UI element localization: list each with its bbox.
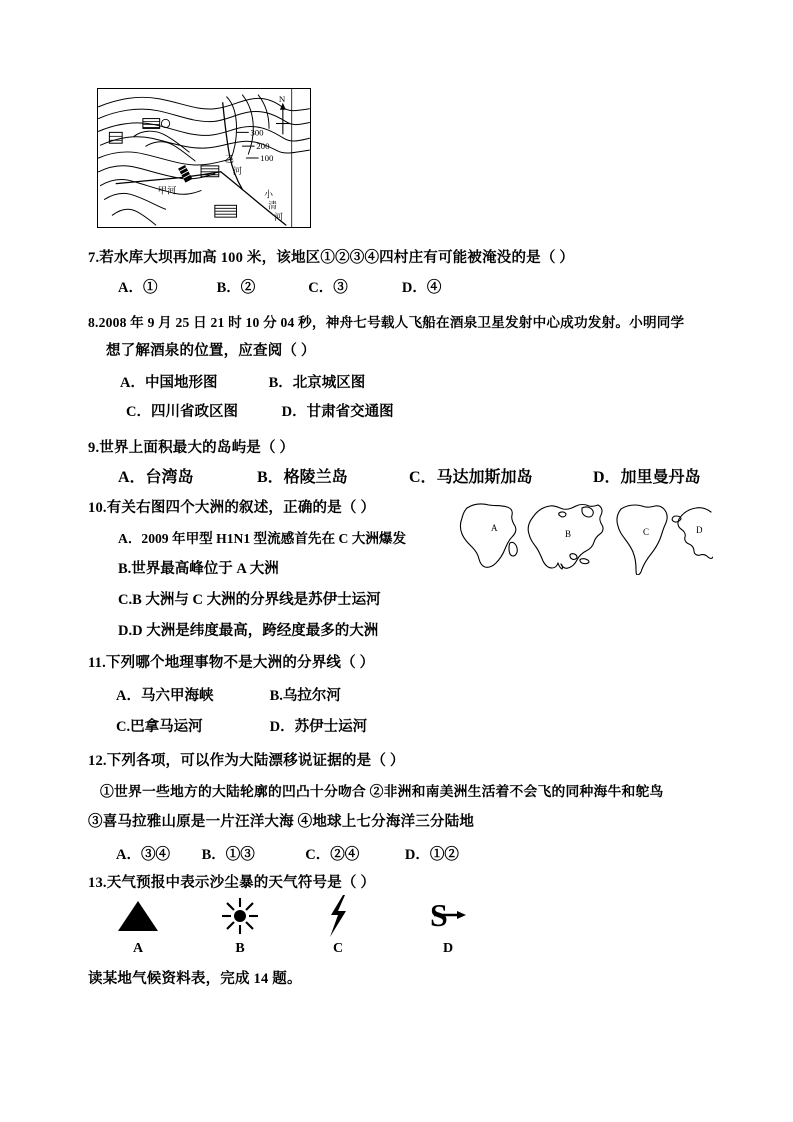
sandstorm-s-arrow-icon — [420, 893, 476, 939]
river-label-jia: 甲河 — [157, 186, 177, 197]
sun-clear-icon — [212, 893, 268, 939]
contour-topographic-map — [97, 88, 311, 228]
question-13-stem: 13.天气预报中表示沙尘暴的天气符号是（ ） — [88, 875, 376, 891]
reading-instruction: 读某地气候资料表，完成 14 题。 — [88, 971, 302, 987]
q7-option-d[interactable]: D．④ — [401, 280, 442, 296]
q12-option-b[interactable]: B．①③ — [201, 847, 255, 863]
q10-option-a[interactable]: A．2009 年甲型 H1N1 型流感首先在 C 大洲爆发 — [118, 531, 407, 546]
river-label-xiaoqing-3: 河 — [273, 212, 283, 223]
river-label-yi: 乙 — [224, 154, 235, 165]
question-10-stem: 10.有关右图四个大洲的叙述，正确的是（ ） — [88, 500, 376, 516]
river-label-xiaoqing-2: 清 — [268, 200, 277, 211]
q9-option-b[interactable]: B．格陵兰岛 — [257, 469, 348, 486]
contour-label-200: 200 — [256, 141, 270, 152]
q11-option-d[interactable]: D．苏伊士运河 — [269, 719, 368, 735]
river-label-xiaoqing-1: 小 — [264, 189, 274, 200]
q8-option-d[interactable]: D．甘肃省交通图 — [281, 404, 394, 420]
q10-option-c[interactable]: C.B 大洲与 C 大洲的分界线是苏伊士运河 — [118, 592, 381, 608]
lightning-thunderstorm-icon — [310, 893, 366, 939]
q9-option-a[interactable]: A．台湾岛 — [118, 469, 194, 486]
triangle-hail-icon — [110, 893, 166, 939]
question-11-stem: 11.下列哪个地理事物不是大洲的分界线（ ） — [88, 655, 375, 671]
continent-letter-d: D — [696, 525, 703, 535]
q9-option-d[interactable]: D．加里曼丹岛 — [593, 469, 701, 486]
q7-option-b[interactable]: B．② — [216, 280, 256, 296]
weather-label-b: B — [235, 941, 245, 956]
question-8-stem-line1: 8.2008 年 9 月 25 日 21 时 10 分 04 秒，神舟七号载人飞船在酒泉卫星发射中心成功发射。小明同学 — [88, 315, 685, 330]
weather-choice-b[interactable] — [212, 893, 268, 957]
q12-option-a[interactable]: A．③④ — [116, 847, 170, 863]
weather-label-c: C — [332, 941, 344, 956]
question-7-stem: 7.若水库大坝再加高 100 米，该地区①②③④四村庄有可能被淹没的是（ ） — [88, 250, 575, 266]
q10-option-d[interactable]: D.D 大洲是纬度最高，跨经度最多的大洲 — [118, 623, 379, 639]
continent-letter-b: B — [565, 529, 572, 539]
weather-choice-c[interactable] — [310, 893, 366, 957]
question-12-options — [116, 843, 459, 864]
weather-symbol-choices — [95, 893, 495, 963]
q12-option-c[interactable]: C．②④ — [305, 847, 360, 863]
contour-label-300: 300 — [250, 127, 264, 138]
q12-option-d[interactable]: D．①② — [404, 847, 459, 863]
four-continents-outline — [455, 497, 713, 575]
weather-choice-d[interactable] — [420, 893, 476, 957]
question-12-statement-line1: ①世界一些地方的大陆轮廓的凹凸十分吻合 ②非洲和南美洲生活着不会飞的同种海牛和鸵鸟 — [100, 784, 664, 799]
q11-option-b[interactable]: B.乌拉尔河 — [269, 688, 341, 704]
question-8-stem-line2: 想了解酒泉的位置，应查阅（ ） — [106, 343, 316, 359]
svg-text:N: N — [278, 93, 286, 104]
q8-option-b[interactable]: B．北京城区图 — [268, 375, 366, 391]
question-12-stem: 12.下列各项，可以作为大陆漂移说证据的是（ ） — [88, 753, 405, 769]
q7-option-c[interactable]: C．③ — [308, 280, 348, 296]
question-11-options-line2 — [116, 715, 367, 736]
river-label-yi2: 河 — [232, 166, 242, 177]
q9-option-c[interactable]: C．马达加斯加岛 — [409, 469, 533, 486]
continent-letter-c: C — [643, 527, 650, 537]
question-12-statement-line2: ③喜马拉雅山原是一片汪洋大海 ④地球上七分海洋三分陆地 — [88, 814, 475, 830]
compass-north-icon — [276, 94, 290, 135]
question-9-stem: 9.世界上面积最大的岛屿是（ ） — [88, 440, 295, 456]
question-9-options — [118, 464, 701, 487]
q11-option-a[interactable]: A．马六甲海峡 — [116, 688, 214, 704]
question-7-options — [118, 276, 441, 297]
q7-option-a[interactable]: A．① — [118, 280, 158, 296]
weather-choice-a[interactable] — [110, 893, 166, 957]
q8-option-a[interactable]: A．中国地形图 — [120, 375, 218, 391]
question-8-options-line2 — [126, 400, 394, 421]
svg-text:S: S — [430, 897, 448, 933]
question-11-options-line1 — [116, 684, 341, 705]
continent-letter-a: A — [491, 523, 498, 533]
contour-label-100: 100 — [260, 152, 274, 163]
q8-option-c[interactable]: C．四川省政区图 — [126, 404, 238, 420]
question-8-options-line1 — [120, 371, 365, 392]
q11-option-c[interactable]: C.巴拿马运河 — [116, 719, 203, 735]
weather-label-d: D — [442, 941, 454, 956]
q10-option-b[interactable]: B.世界最高峰位于 A 大洲 — [118, 561, 279, 577]
weather-label-a: A — [132, 941, 144, 956]
